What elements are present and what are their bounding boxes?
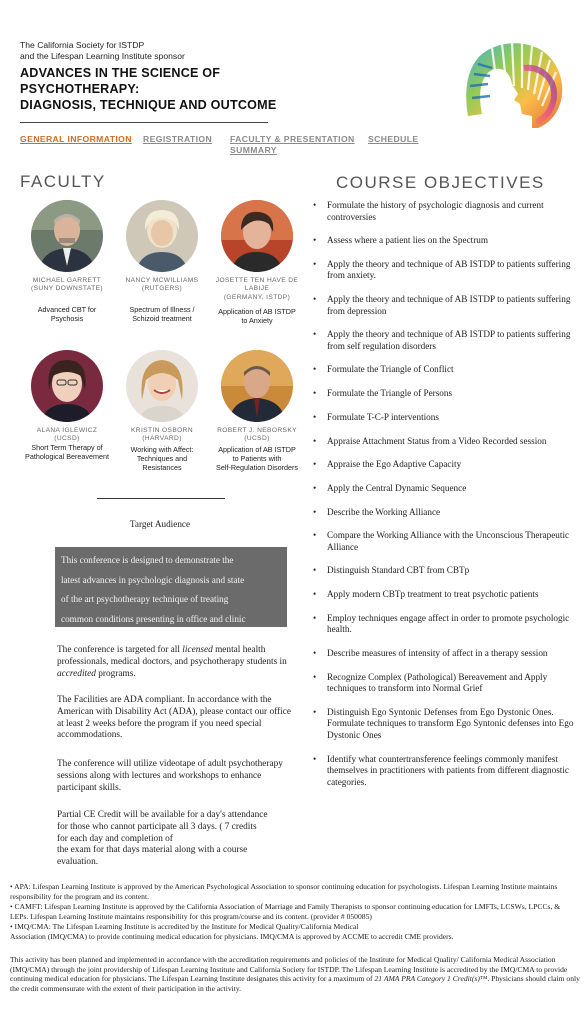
brain-head-logo — [462, 38, 568, 130]
faculty-affiliation: (SUNY DOWNSTATE) — [31, 285, 103, 293]
imq-line: • IMQ/CMA: The Lifespan Learning Institute is accredited by the Institute for Medical Quality/California Medical — [10, 922, 359, 931]
faculty-topic-line: Short Term Therapy of — [31, 443, 103, 452]
faculty-name: KRISTIN OSBORN — [130, 427, 194, 434]
organizer-text — [20, 40, 185, 62]
faculty-name-5 — [107, 427, 217, 444]
objective-item: • Describe measures of intensity of affect in a therapy session — [313, 648, 575, 660]
faculty-affiliation: (UCSD) — [54, 435, 80, 443]
faculty-topic-line: Pathological Bereavement — [25, 452, 109, 461]
faculty-topic-3 — [202, 307, 312, 325]
objective-item: • Formulate the history of psychologic diagnosis and current controversies — [313, 200, 575, 223]
title-line-2: PSYCHOTHERAPY: — [20, 82, 140, 96]
faculty-topic-line: Resistances — [142, 463, 182, 472]
imq-accreditation — [10, 922, 580, 941]
robert-neborsky-photo — [221, 350, 293, 422]
ce-credit-paragraph — [57, 810, 307, 869]
ce-credit-line: for each day and completion of — [57, 833, 173, 844]
title-divider — [20, 122, 268, 123]
apa-accreditation: • APA: Lifespan Learning Institute is approved by the American Psychological Association to sponsor continuing education for psychologists. Lifespan Learning Institute maintains responsibility for the program and its content. — [10, 882, 558, 901]
tab-faculty-line-2: SUMMARY — [230, 145, 277, 155]
organizer-line-1: The California Society for ISTDP — [20, 40, 145, 50]
licensed-emphasis: licensed — [182, 645, 213, 655]
joint-providership-statement — [10, 955, 580, 993]
ce-credit-line: evaluation. — [57, 857, 99, 868]
faculty-affiliation: (UCSD) — [244, 435, 270, 443]
tab-registration[interactable]: REGISTRATION — [143, 134, 213, 144]
objective-item: • Apply modern CBTp treatment to treat psychotic patients — [313, 589, 575, 601]
accredited-emphasis: accredited — [57, 668, 96, 679]
ada-paragraph: The Facilities are ADA compliant. In accordance with the American with Disability Act (ADA), please contact our office at least 2 weeks before the program if you need special accommodations. — [57, 695, 291, 741]
objective-item: • Compare the Working Alliance with the Unconscious Therapeutic Alliance — [313, 530, 575, 553]
faculty-affiliation: (GERMANY, ISTDP) — [223, 293, 291, 301]
faculty-name: ROBERT J. NEBORSKY — [217, 427, 297, 434]
faculty-affiliation: (HARVARD) — [142, 435, 182, 443]
faculty-topic-line: Application of AB ISTDP — [218, 307, 296, 316]
faculty-topic-2 — [107, 305, 217, 323]
audience-text: programs. — [95, 668, 136, 679]
objective-item: • Formulate the Triangle of Conflict — [313, 364, 575, 376]
faculty-topic-line: Application of AB ISTDP — [218, 445, 296, 454]
objective-item: • Apply the theory and technique of AB ISTDP to patients suffering from depression — [313, 294, 575, 317]
summary-line: This conference is designed to demonstrate the — [61, 555, 234, 565]
tab-schedule[interactable]: SCHEDULE — [368, 134, 419, 144]
organizer-line-2: and the Lifespan Learning Institute sponsor — [20, 51, 185, 61]
objective-item: • Apply the theory and technique of AB ISTDP to patients suffering from self regulation disorders — [313, 329, 575, 352]
summary-line: of the art psychotherapy technique of treating — [61, 594, 229, 604]
faculty-affiliation: LABIJE — [244, 285, 270, 293]
videotape-paragraph: The conference will utilize videotape of adult psychotherapy sessions along with lectures and workshops to enhance participant skills. — [57, 759, 283, 793]
tab-faculty-presentation-summary[interactable] — [230, 134, 355, 156]
kristin-osborn-photo — [126, 350, 198, 422]
michael-garrett-photo — [31, 200, 103, 272]
summary-line: common conditions presenting in office and clinic — [61, 613, 246, 624]
faculty-heading: FACULTY — [20, 172, 106, 191]
josette-ten-have-photo — [221, 200, 293, 272]
faculty-topic-line: Psychosis — [50, 314, 84, 323]
faculty-topic-5 — [107, 445, 217, 472]
title-line-3: DIAGNOSIS, TECHNIQUE AND OUTCOME — [20, 98, 277, 112]
faculty-topic-line: Self-Regulation Disorders — [216, 463, 298, 472]
ce-credit-line: Partial CE Credit will be available for a day's attendance — [57, 810, 268, 820]
imq-line: Association (IMQ/CMA) to provide continuing medical education for physicians. IMQ/CMA is approved by ACCME to accredit CME providers. — [10, 931, 454, 941]
faculty-name-1 — [12, 277, 122, 294]
credit-designation: 21 AMA PRA Category 1 Credit(s) — [374, 974, 480, 984]
faculty-topic-line: Advanced CBT for — [37, 305, 97, 314]
objective-item: • Distinguish Ego Syntonic Defenses from Ego Dystonic Ones. Formulate techniques to transform Ego Syntonic defenses into Ego Dystonic Ones — [313, 707, 575, 742]
faculty-name-3 — [202, 277, 312, 302]
faculty-name: MICHAEL GARRETT — [32, 277, 102, 284]
faculty-name: NANCY MCWILLIAMS — [125, 277, 199, 284]
objective-item: • Assess where a patient lies on the Spectrum — [313, 235, 575, 247]
tab-general-information[interactable]: GENERAL INFORMATION — [20, 134, 132, 144]
faculty-topic-line: Spectrum of Illness / — [129, 305, 195, 314]
objective-item: • Identify what countertransference feelings commonly manifest themselves in practitioners with patients from different diagnostic categories. — [313, 754, 575, 789]
tab-faculty-line-1: FACULTY & PRESENTATION — [230, 134, 355, 144]
statement-text: ™. Physicians should claim only the credit commensurate with the extent of their participation in the activity. — [10, 974, 580, 993]
objective-item: • Describe the Working Alliance — [313, 507, 575, 519]
faculty-name-6 — [202, 427, 312, 444]
objective-item: • Recognize Complex (Pathological) Bereavement and Apply techniques to transform into Normal Grief — [313, 672, 575, 695]
target-audience-label: Target Audience — [129, 519, 191, 529]
audience-divider — [97, 498, 225, 499]
objective-item: • Formulate T-C-P interventions — [313, 412, 575, 424]
faculty-affiliation: (RUTGERS) — [141, 285, 183, 293]
faculty-topic-line: Techniques and — [136, 454, 188, 463]
objectives-list — [313, 200, 575, 800]
summary-line: latest advances in psychologic diagnosis and state — [61, 574, 245, 585]
faculty-name-4 — [12, 427, 122, 444]
faculty-topic-4 — [12, 443, 122, 461]
statement-text: This activity has been planned and implemented in accordance with the accreditation requirements and policies of the Institute for Medical Quality/ California Medical Association (IMQ/CMA) through the joint providership of Lifespan Learning Institute and California Society for ISTDP. The Lifespan Learning Institute is accredited by the IMQ/CMA to provide continuing medical education for physicians. The Lifespan Learning Institute designates this activity for a maximum of — [10, 955, 568, 984]
faculty-topic-line: to Patients with — [232, 454, 282, 463]
objective-item: • Apply the Central Dynamic Sequence — [313, 483, 575, 495]
faculty-name: JOSETTE TEN HAVE DE — [215, 277, 299, 284]
objective-item: • Formulate the Triangle of Persons — [313, 388, 575, 400]
objective-item: • Employ techniques engage affect in order to promote psychologic health. — [313, 613, 575, 636]
ce-credit-line: for those who cannot participate all 3 days. ( 7 credits — [57, 821, 257, 832]
conference-summary-box — [55, 547, 287, 627]
ce-credit-line: the exam for that days material along with a course — [57, 845, 248, 856]
alana-iglewicz-photo — [31, 350, 103, 422]
objective-item: • Appraise Attachment Status from a Video Recorded session — [313, 436, 575, 448]
course-objectives-heading: COURSE OBJECTIVES — [336, 173, 545, 192]
objective-item: • Distinguish Standard CBT from CBTp — [313, 565, 575, 577]
audience-text: The conference is targeted for all — [57, 645, 183, 655]
audience-paragraph — [57, 645, 297, 680]
faculty-topic-line: to Anxiety — [241, 316, 273, 325]
faculty-topic-line: Working with Affect: — [130, 445, 194, 454]
faculty-name-2 — [107, 277, 217, 294]
page-title — [20, 65, 276, 113]
objective-item: • Appraise the Ego Adaptive Capacity — [313, 459, 575, 471]
camft-accreditation: • CAMFT: Lifespan Learning Institute is approved by the California Association of Marriage and Family Therapists to sponsor continuing education for LMFTs, LCSWs, LPCCs, & LEPs. Lifespan Learning Institute maintains responsibility for this program/course and its content. (provider # 050085) — [10, 902, 561, 921]
faculty-topic-6 — [202, 445, 312, 472]
nancy-mcwilliams-photo — [126, 200, 198, 272]
audience-text: mental health professionals, medical doctors, and psychotherapy students in — [57, 645, 287, 667]
faculty-name: ALANA IGLEWICZ — [36, 427, 98, 434]
objective-item: • Apply the theory and technique of AB ISTDP to patients suffering from anxiety. — [313, 259, 575, 282]
faculty-topic-line: Schizoid treatment — [132, 314, 192, 323]
faculty-topic-1 — [12, 305, 122, 323]
title-line-1: ADVANCES IN THE SCIENCE OF — [20, 66, 221, 80]
